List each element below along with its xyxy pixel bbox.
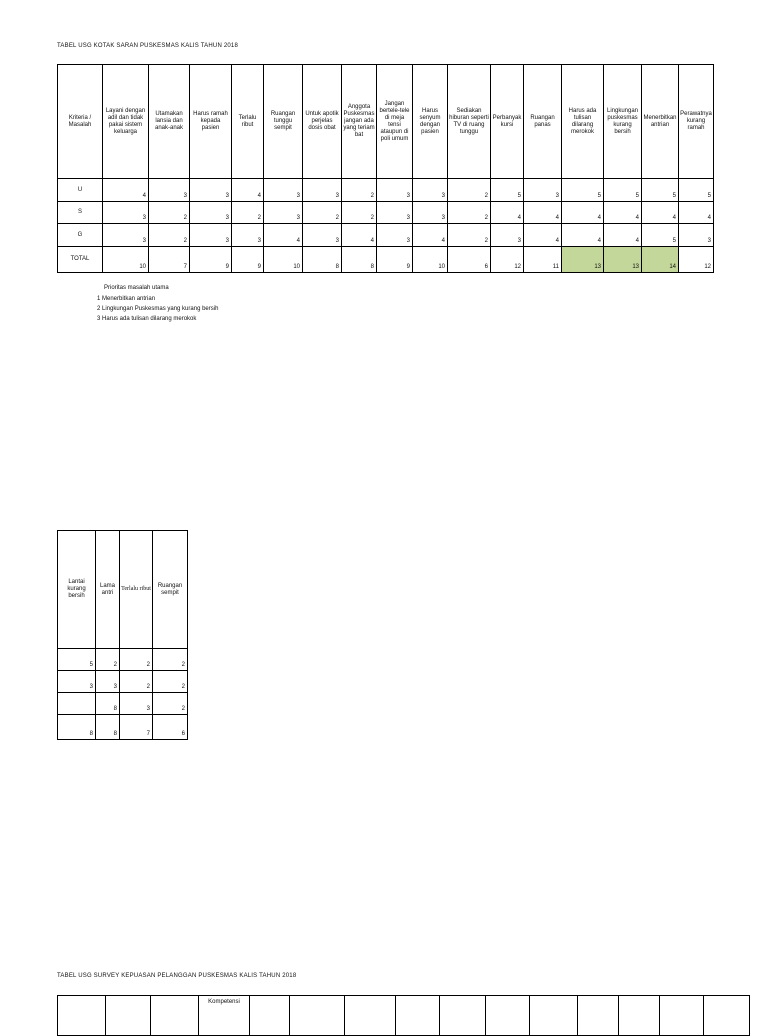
score-cell: 4 xyxy=(562,202,604,224)
cell xyxy=(58,693,96,715)
cell: 8 xyxy=(58,715,96,740)
header-kriteria: Kriteria / Masalah xyxy=(58,65,103,179)
priority-item: 2 Lingkungan Puskesmas yang kurang bersih xyxy=(97,306,219,312)
header-ruangan-sempit: Ruangan sempit xyxy=(153,531,188,649)
score-cell: 3 xyxy=(190,224,232,247)
header-lama-antri: Lama antri xyxy=(96,531,120,649)
cell xyxy=(530,996,578,1036)
priority-item: 3 Harus ada tulisan dilarang merokok xyxy=(97,316,197,322)
score-cell: 10 xyxy=(103,247,149,273)
cell: 2 xyxy=(153,693,188,715)
table1-title: TABEL USG KOTAK SARAN PUSKESMAS KALIS TAHUN 2018 xyxy=(57,43,238,49)
header-masalah: Utamakan lansia dan anak-anak xyxy=(149,65,190,179)
score-cell: 5 xyxy=(679,179,714,202)
priority-heading: Prioritas masalah utama xyxy=(104,285,169,291)
cell xyxy=(660,996,704,1036)
score-cell: 3 xyxy=(413,202,448,224)
cell xyxy=(151,996,199,1036)
header-masalah: Perawatnya kurang ramah xyxy=(679,65,714,179)
cell: 3 xyxy=(58,671,96,693)
score-cell: 3 xyxy=(679,224,714,247)
score-cell: 4 xyxy=(491,202,524,224)
cell: 8 xyxy=(96,715,120,740)
row-label: S xyxy=(58,202,103,224)
score-cell: 5 xyxy=(642,224,679,247)
score-cell: 3 xyxy=(491,224,524,247)
header-masalah: Layani dengan adil dan tidak pakai sistem keluarga xyxy=(103,65,149,179)
cell: 2 xyxy=(153,649,188,671)
score-cell: 4 xyxy=(679,202,714,224)
score-cell: 12 xyxy=(491,247,524,273)
header-masalah: Ruangan panas xyxy=(524,65,562,179)
score-cell: 3 xyxy=(103,202,149,224)
score-cell: 9 xyxy=(377,247,413,273)
score-cell: 3 xyxy=(413,179,448,202)
header-masalah: Lingkungan puskesmas kurang bersih xyxy=(604,65,642,179)
score-cell: 2 xyxy=(448,179,491,202)
score-cell: 4 xyxy=(524,224,562,247)
cell xyxy=(486,996,530,1036)
cell: 3 xyxy=(120,693,153,715)
header-masalah: Menerbitkan antrian xyxy=(642,65,679,179)
score-cell: 3 xyxy=(232,224,264,247)
table-row xyxy=(58,202,714,224)
row-label: TOTAL xyxy=(58,247,103,273)
cell: 6 xyxy=(153,715,188,740)
score-cell: 2 xyxy=(342,179,377,202)
score-cell: 4 xyxy=(103,179,149,202)
cell: 8 xyxy=(96,693,120,715)
score-cell: 2 xyxy=(149,202,190,224)
cell: 5 xyxy=(58,649,96,671)
score-cell: 4 xyxy=(232,179,264,202)
score-cell: 3 xyxy=(103,224,149,247)
score-cell: 5 xyxy=(642,179,679,202)
score-cell: 3 xyxy=(149,179,190,202)
header-masalah: Harus senyum dengan pasien xyxy=(413,65,448,179)
score-cell: 4 xyxy=(413,224,448,247)
cell xyxy=(396,996,440,1036)
priority-list xyxy=(97,294,218,324)
score-cell: 3 xyxy=(303,224,342,247)
header-masalah: Sediakan hiburan seperti TV di ruang tunggu xyxy=(448,65,491,179)
usg-table xyxy=(57,64,714,273)
score-cell: 2 xyxy=(303,202,342,224)
table-row xyxy=(58,247,714,273)
header-masalah: Untuk apotik perjelas dosis obat xyxy=(303,65,342,179)
score-cell: 3 xyxy=(303,179,342,202)
score-cell: 12 xyxy=(679,247,714,273)
table-row xyxy=(58,179,714,202)
score-cell: 2 xyxy=(448,224,491,247)
header-masalah: Jangan bertele-tele di meja tensi ataupun di poli umum xyxy=(377,65,413,179)
priority-item: 1 Menerbitkan antrian xyxy=(97,296,156,302)
score-cell: 6 xyxy=(448,247,491,273)
score-cell: 4 xyxy=(642,202,679,224)
score-cell: 2 xyxy=(149,224,190,247)
row-label: U xyxy=(58,179,103,202)
score-cell: 5 xyxy=(562,179,604,202)
table3-title: TABEL USG SURVEY KEPUASAN PELANGGAN PUSKESMAS KALIS TAHUN 2018 xyxy=(57,973,297,979)
table-row xyxy=(58,224,714,247)
score-cell: 2 xyxy=(342,202,377,224)
score-cell: 10 xyxy=(413,247,448,273)
cell: 2 xyxy=(120,649,153,671)
cell xyxy=(345,996,396,1036)
cell xyxy=(619,996,660,1036)
header-masalah: Ruangan tunggu sempit xyxy=(264,65,303,179)
score-cell: 8 xyxy=(303,247,342,273)
score-cell: 3 xyxy=(524,179,562,202)
score-cell: 3 xyxy=(264,202,303,224)
score-cell: 4 xyxy=(524,202,562,224)
header-kompetensi: Kompetensi xyxy=(199,996,250,1036)
header-terlalu-ribut: Terlalu ribut xyxy=(120,531,153,649)
score-cell: 7 xyxy=(149,247,190,273)
cell xyxy=(58,996,106,1036)
score-cell: 13 xyxy=(604,247,642,273)
score-cell: 11 xyxy=(524,247,562,273)
satisfaction-table xyxy=(57,995,750,1036)
small-usg-table xyxy=(57,530,188,740)
header-masalah: Harus ada tulisan dilarang merokok xyxy=(562,65,604,179)
score-cell: 14 xyxy=(642,247,679,273)
score-cell: 2 xyxy=(448,202,491,224)
score-cell: 4 xyxy=(342,224,377,247)
cell xyxy=(704,996,750,1036)
score-cell: 3 xyxy=(264,179,303,202)
cell xyxy=(106,996,151,1036)
header-masalah: Terlalu ribut xyxy=(232,65,264,179)
score-cell: 3 xyxy=(377,224,413,247)
score-cell: 3 xyxy=(377,179,413,202)
cell: 2 xyxy=(120,671,153,693)
score-cell: 4 xyxy=(562,224,604,247)
header-lantai: Lantai kurang bersih xyxy=(58,531,96,649)
score-cell: 4 xyxy=(604,202,642,224)
cell xyxy=(250,996,290,1036)
cell xyxy=(290,996,345,1036)
cell: 7 xyxy=(120,715,153,740)
row-label: G xyxy=(58,224,103,247)
score-cell: 13 xyxy=(562,247,604,273)
score-cell: 5 xyxy=(491,179,524,202)
header-masalah: Perbanyak kursi xyxy=(491,65,524,179)
score-cell: 3 xyxy=(377,202,413,224)
cell: 2 xyxy=(153,671,188,693)
score-cell: 4 xyxy=(264,224,303,247)
score-cell: 9 xyxy=(232,247,264,273)
score-cell: 5 xyxy=(604,179,642,202)
header-masalah: Anggota Puskesmas jangan ada yang teriam bat xyxy=(342,65,377,179)
header-masalah: Harus ramah kepada pasien xyxy=(190,65,232,179)
cell: 2 xyxy=(96,649,120,671)
score-cell: 3 xyxy=(190,179,232,202)
cell xyxy=(578,996,619,1036)
score-cell: 3 xyxy=(190,202,232,224)
score-cell: 2 xyxy=(232,202,264,224)
score-cell: 8 xyxy=(342,247,377,273)
score-cell: 10 xyxy=(264,247,303,273)
score-cell: 9 xyxy=(190,247,232,273)
cell: 3 xyxy=(96,671,120,693)
score-cell: 4 xyxy=(604,224,642,247)
cell xyxy=(440,996,486,1036)
